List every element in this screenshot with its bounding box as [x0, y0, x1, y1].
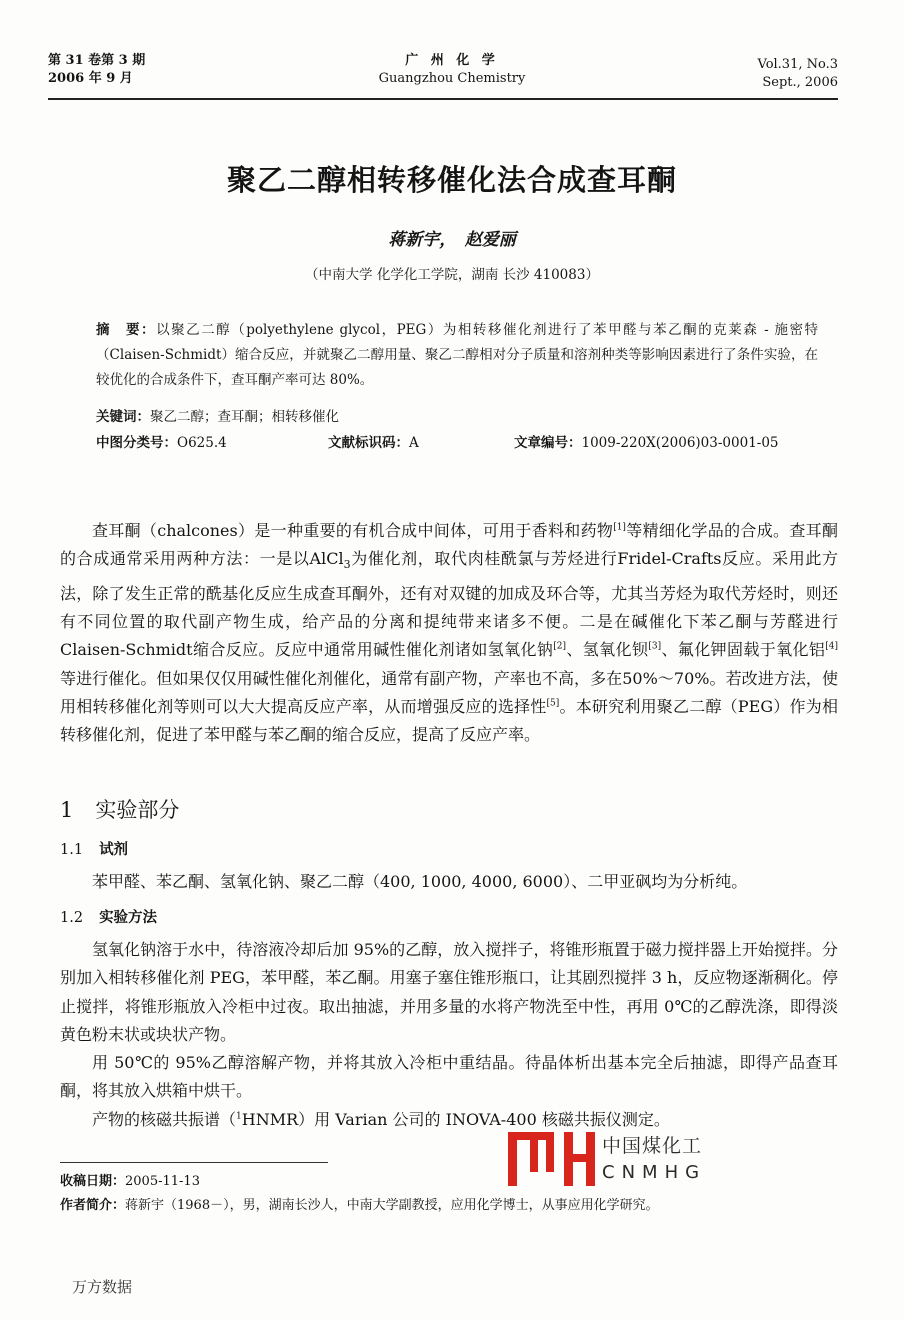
section-1-heading: [60, 794, 179, 824]
issue-date-en: Sept., 2006: [762, 75, 838, 90]
citation-1: [1]: [613, 522, 626, 533]
author-bio-label: 作者简介：: [60, 1198, 126, 1213]
citation-5: [5]: [546, 698, 560, 709]
header-rule: [48, 98, 838, 100]
subsection-number: 1.1: [60, 842, 84, 858]
wanfang-watermark: 万方数据: [72, 1278, 133, 1296]
citation-2: [2]: [553, 642, 567, 653]
art-value: 1009-220X(2006)03-0001-05: [581, 435, 779, 451]
keywords-label: 关键词：: [96, 409, 150, 425]
subsection-title: 试剂: [99, 841, 129, 858]
abstract: [96, 318, 818, 393]
doc-label: 文献标识码：: [328, 435, 409, 451]
volume-issue: 第 31 卷第 3 期: [48, 53, 146, 68]
intro-text-1: 查耳酮（chalcones）是一种重要的有机合成中间体，可用于香料和药物: [92, 521, 614, 540]
abstract-text: 以聚乙二醇（polyethylene glycol，PEG）为相转移催化剂进行了苯甲醛与苯乙酮的克莱森 - 施密特（Claisen-Schmidt）缩合反应，并就聚乙二醇用量、聚乙二醇相对分子质量和溶剂种类等影响因素进行了条件实验，在较优化的合成条件下，查耳酮产率可达 80%。: [96, 322, 819, 388]
received-value: 2005-11-13: [125, 1174, 200, 1189]
volume-issue-en: Vol.31, No.3: [757, 57, 838, 72]
subscript-3: 3: [343, 558, 351, 572]
intro-text-4: 、氢氧化钡: [566, 640, 649, 660]
footnote-rule: [60, 1162, 328, 1163]
issue-info-en: [758, 56, 839, 92]
section-title: 实验部分: [95, 798, 180, 822]
author-bio-value: 蒋新宇（1968－），男，湖南长沙人，中南大学副教授，应用化学博士，从事应用化学研究。: [125, 1198, 659, 1213]
keywords-text: 聚乙二醇；查耳酮；相转移催化: [150, 409, 339, 425]
method-paragraphs: [60, 936, 838, 1134]
intro-text-7: 。本研究利用聚乙二醇（PEG）作为相转移催化剂，促进了苯甲醛与苯乙酮的缩合反应，提高了反应产率。: [60, 696, 838, 745]
author-bio: [60, 1196, 850, 1216]
subsection-title: 实验方法: [99, 909, 158, 926]
reagents-paragraph: 苯甲醛、苯乙酮、氢氧化钠、聚乙二醇（400, 1000, 4000, 6000）、二甲亚砜均为分析纯。: [92, 872, 748, 891]
method-paragraph-1: 氢氧化钠溶于水中，待溶液冷却后加 95%的乙醇，放入搅拌子，将锥形瓶置于磁力搅拌器上开始搅拌。分别加入相转移催化剂 PEG，苯甲醛，苯乙酮。用塞子塞住锥形瓶口，让其剧烈搅拌 3 h，反应物逐渐稠化。停止搅拌，将锥形瓶放入冷柜中过夜。取出抽滤，并用多量的水将产物洗至中性，再用 0℃的乙醇洗涤，即得淡黄色粉末状或块状产物。: [60, 940, 838, 1044]
method-paragraph-2: 用 50℃的 95%乙醇溶解产物，并将其放入冷柜中重结晶。待晶体析出基本完全后抽滤，即得产品查耳酮，将其放入烘箱中烘干。: [60, 1053, 838, 1101]
intro-paragraph: [60, 517, 838, 750]
subsection-number: 1.2: [60, 910, 84, 926]
logo-text-en: CNMHG: [602, 1162, 707, 1183]
doc-value: A: [409, 435, 419, 451]
article-number: [514, 431, 779, 451]
intro-text-3: 为催化剂，取代肉桂酰氯与芳烃进行Fridel-Crafts反应。采用此方法，除了发生正常的酰基化反应生成查耳酮外，还有对双键的加成及环合等，尤其当芳烃为取代芳烃时，则还有不同位置的取代副产物生成，给产品的分离和提纯带来诸多不便。二是在碱催化下苯乙酮与芳醛进行Claisen-Schmidt缩合反应。反应中通常用碱性催化剂诸如氢氧化钠: [60, 549, 838, 660]
document-code: [328, 431, 419, 451]
received-date: [60, 1172, 850, 1192]
keywords: [96, 405, 339, 425]
journal-name: [300, 52, 604, 88]
clc-value: O625.4: [177, 435, 227, 451]
subsection-1-1-heading: [60, 838, 128, 859]
article-title: 聚乙二醇相转移催化法合成查耳酮: [226, 163, 677, 197]
journal-name-cn: 广 州 化 学: [405, 53, 499, 68]
authors: 蒋新宇， 赵爱丽: [388, 230, 516, 250]
intro-text-5: 、氟化钾固载于氧化铝: [661, 640, 826, 660]
journal-name-en: Guangzhou Chemistry: [378, 71, 526, 86]
superscript-1: 1: [236, 1111, 242, 1122]
clc-label: 中图分类号：: [96, 435, 177, 451]
intro-text-6: 等进行催化。但如果仅仅用碱性催化剂催化，通常有副产物，产率也不高，多在50%～70%。若改进方法，使用相转移催化剂等则可以大大提高反应产率，从而增强反应的选择性: [60, 668, 838, 716]
affiliation: （中南大学 化学化工学院，湖南 长沙 410083）: [305, 267, 599, 283]
issue-info: [48, 52, 145, 88]
subsection-1-2-heading: [60, 906, 157, 927]
nmr-text-a: 产物的核磁共振谱（: [92, 1109, 237, 1129]
abstract-label: 摘 要：: [96, 322, 157, 338]
issue-date: 2006 年 9 月: [48, 71, 133, 86]
section-number: 1: [60, 798, 74, 822]
nmr-text-b: HNMR）用 Varian 公司的 INOVA-400 核磁共振仪测定。: [241, 1109, 670, 1129]
intro-text-2: 等精细化学品的合成。查耳酮的合成通常采用两种方法：一是以AlCl: [60, 521, 838, 569]
logo-text-cn: 中国煤化工: [602, 1135, 703, 1157]
citation-3: [3]: [648, 642, 662, 653]
received-label: 收稿日期：: [60, 1174, 126, 1189]
citation-4: [4]: [825, 642, 838, 653]
clc-number: [96, 431, 227, 451]
art-label: 文章编号：: [514, 435, 582, 451]
